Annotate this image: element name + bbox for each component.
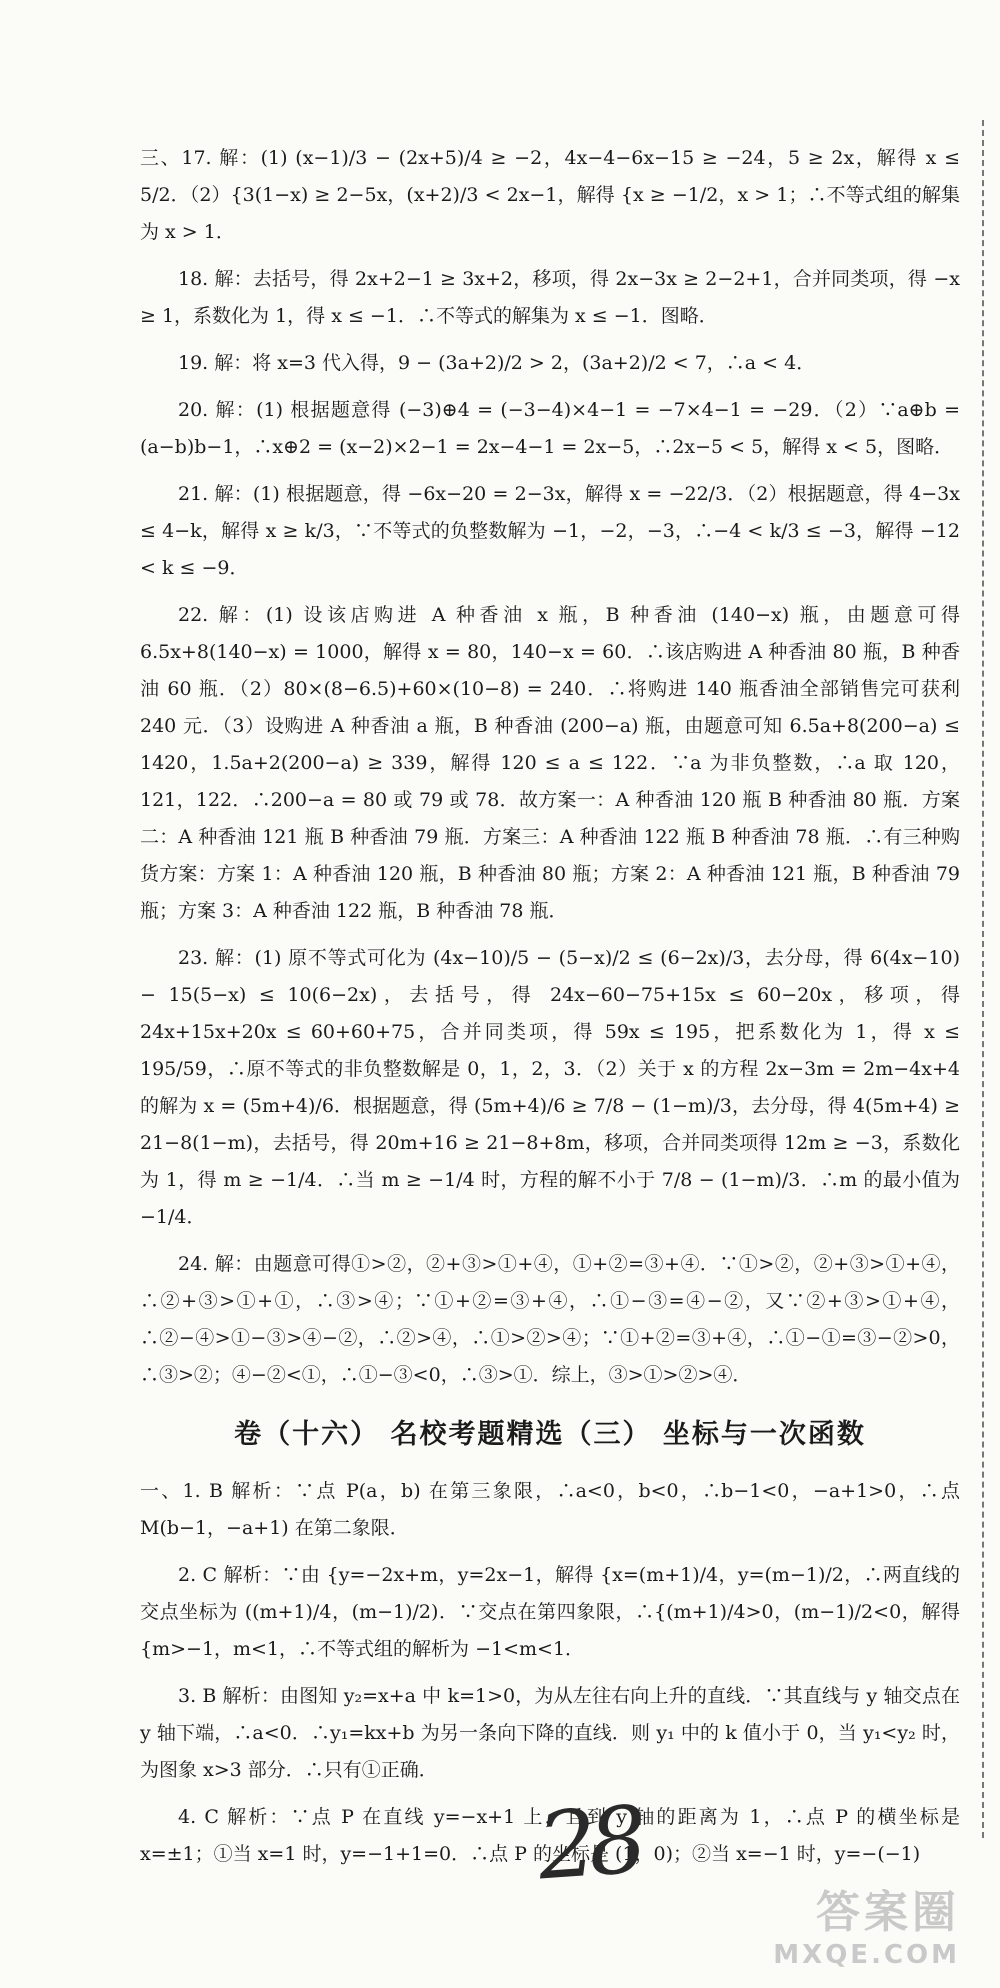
answer-20: 20. 解：(1) 根据题意得 (−3)⊕4 = (−3−4)×4−1 = −7×4−1 = −29．（2）∵a⊕b = (a−b)b−1，∴x⊕2 = (x−2)×2−1 = 2x−4−1 = 2x−5，∴2x−5 < 5，解得 x < 5，图略． [140,399,960,458]
binding-cut-line [982,120,984,1838]
section-heading: 卷（十六） 名校考题精选（三） 坐标与一次函数 [234,1419,866,1450]
answer-23: 23. 解：(1) 原不等式可化为 (4x−10)/5 − (5−x)/2 ≤ (6−2x)/3，去分母，得 6(4x−10) − 15(5−x) ≤ 10(6−2x)，去括号，得 24x−60−75+15x ≤ 60−20x，移项，得 24x+15x+20x ≤ 60+60+75，合并同类项，得 59x ≤ 195，把系数化为 1，得 x ≤ 195/59，∴原不等式的非负整数解是 0，1，2，3．（2）关于 x 的方程 2x−3m = 2m−4x+4 的解为 x = (5m+4)/6．根据题意，得 (5m+4)/6 ≥ 7/8 − (1−m)/3，去分母，得 4(5m+4) ≥ 21−8(1−m)，去括号，得 20m+16 ≥ 21−8+8m，移项，合并同类项得 12m ≥ −3，系数化为 1，得 m ≥ −1/4．∴当 m ≥ −1/4 时，方程的解不小于 7/8 − (1−m)/3．∴m 的最小值为 −1/4． [140,947,960,1228]
answer-19: 19. 解：将 x=3 代入得，9 − (3a+2)/2 > 2，(3a+2)/2 < 7，∴a < 4． [178,352,816,374]
answer-22: 22. 解：(1) 设该店购进 A 种香油 x 瓶，B 种香油 (140−x) 瓶，由题意可得 6.5x+8(140−x) = 1000，解得 x = 80，140−x = 60．∴该店购进 A 种香油 80 瓶，B 种香油 60 瓶．（2）80×(8−6.5)+60×(10−8) = 240．∴将购进 140 瓶香油全部销售完可获利 240 元．（3）设购进 A 种香油 a 瓶，B 种香油 (200−a) 瓶，由题意可知 6.5a+8(200−a) ≤ 1420，1.5a+2(200−a) ≥ 339，解得 120 ≤ a ≤ 122．∵a 为非负整数，∴a 取 120，121，122．∴200−a = 80 或 79 或 78．故方案一：A 种香油 120 瓶 B 种香油 80 瓶．方案二：A 种香油 121 瓶 B 种香油 79 瓶．方案三：A 种香油 122 瓶 B 种香油 78 瓶．∴有三种购货方案：方案 1：A 种香油 120 瓶，B 种香油 80 瓶；方案 2：A 种香油 121 瓶，B 种香油 79 瓶；方案 3：A 种香油 122 瓶，B 种香油 78 瓶． [140,604,960,922]
answer-24: 24. 解：由题意可得①>②，②+③>①+④，①+②=③+④．∵①>②，②+③>①+④，∴②+③>①+①，∴③>④；∵①+②=③+④，∴①−③=④−②，又∵②+③>①+④，∴②−④>①−③>④−②，∴②>④，∴①>②>④；∵①+②=③+④，∴①−①=③−②>0，∴③>②；④−②<①，∴①−③<0，∴③>①．综上，③>①>②>④． [140,1253,960,1386]
answer-b2: 2. C 解析：∵由 {y=−2x+m，y=2x−1，解得 {x=(m+1)/4，y=(m−1)/2，∴两直线的交点坐标为 ((m+1)/4，(m−1)/2)．∵交点在第四象限，∴{(m+1)/4>0，(m−1)/2<0，解得 {m>−1，m<1，∴不等式组的解析为 −1<m<1． [140,1564,960,1660]
answer-17: 三、17. 解：(1) (x−1)/3 − (2x+5)/4 ≥ −2，4x−4−6x−15 ≥ −24，5 ≥ 2x，解得 x ≤ 5/2．（2）{3(1−x) ≥ 2−5x，(x+2)/3 < 2x−1，解得 {x ≥ −1/2，x > 1；∴不等式组的解集为 x > 1． [140,147,960,243]
answer-18: 18. 解：去括号，得 2x+2−1 ≥ 3x+2，移项，得 2x−3x ≥ 2−2+1，合并同类项，得 −x ≥ 1，系数化为 1，得 x ≤ −1．∴不等式的解集为 x ≤ −1．图略． [140,268,960,327]
answer-b4: 4. C 解析：∵点 P 在直线 y=−x+1 上，且到 y 轴的距离为 1，∴点 P 的横坐标是 x=±1；①当 x=1 时，y=−1+1=0．∴点 P 的坐标是 (1，0)；②当 x=−1 时，y=−(−1) [140,1806,960,1865]
answer-content [140,140,960,1883]
site-watermark [773,1876,960,1970]
answer-b3: 3. B 解析：由图知 y₂=x+a 中 k=1>0，为从左往右向上升的直线．∵其直线与 y 轴交点在 y 轴下端，∴a<0．∴y₁=kx+b 为另一条向下降的直线．则 y₁ 中的 k 值小于 0，当 y₁<y₂ 时，为图象 x>3 部分．∴只有①正确． [140,1685,960,1781]
handwritten-page-number: 28 [534,1786,643,1901]
answer-21: 21. 解：(1) 根据题意，得 −6x−20 = 2−3x，解得 x = −22/3．（2）根据题意，得 4−3x ≤ 4−k，解得 x ≥ k/3，∵不等式的负整数解为 −1，−2，−3，∴−4 < k/3 ≤ −3，解得 −12 < k ≤ −9． [140,483,960,579]
answer-b1: 一、1. B 解析：∵点 P(a，b) 在第三象限，∴a<0，b<0，∴b−1<0，−a+1>0，∴点 M(b−1，−a+1) 在第二象限． [140,1480,960,1539]
watermark-title: 答案圈 [816,1887,960,1938]
watermark-url: MXQE.COM [773,1940,960,1970]
